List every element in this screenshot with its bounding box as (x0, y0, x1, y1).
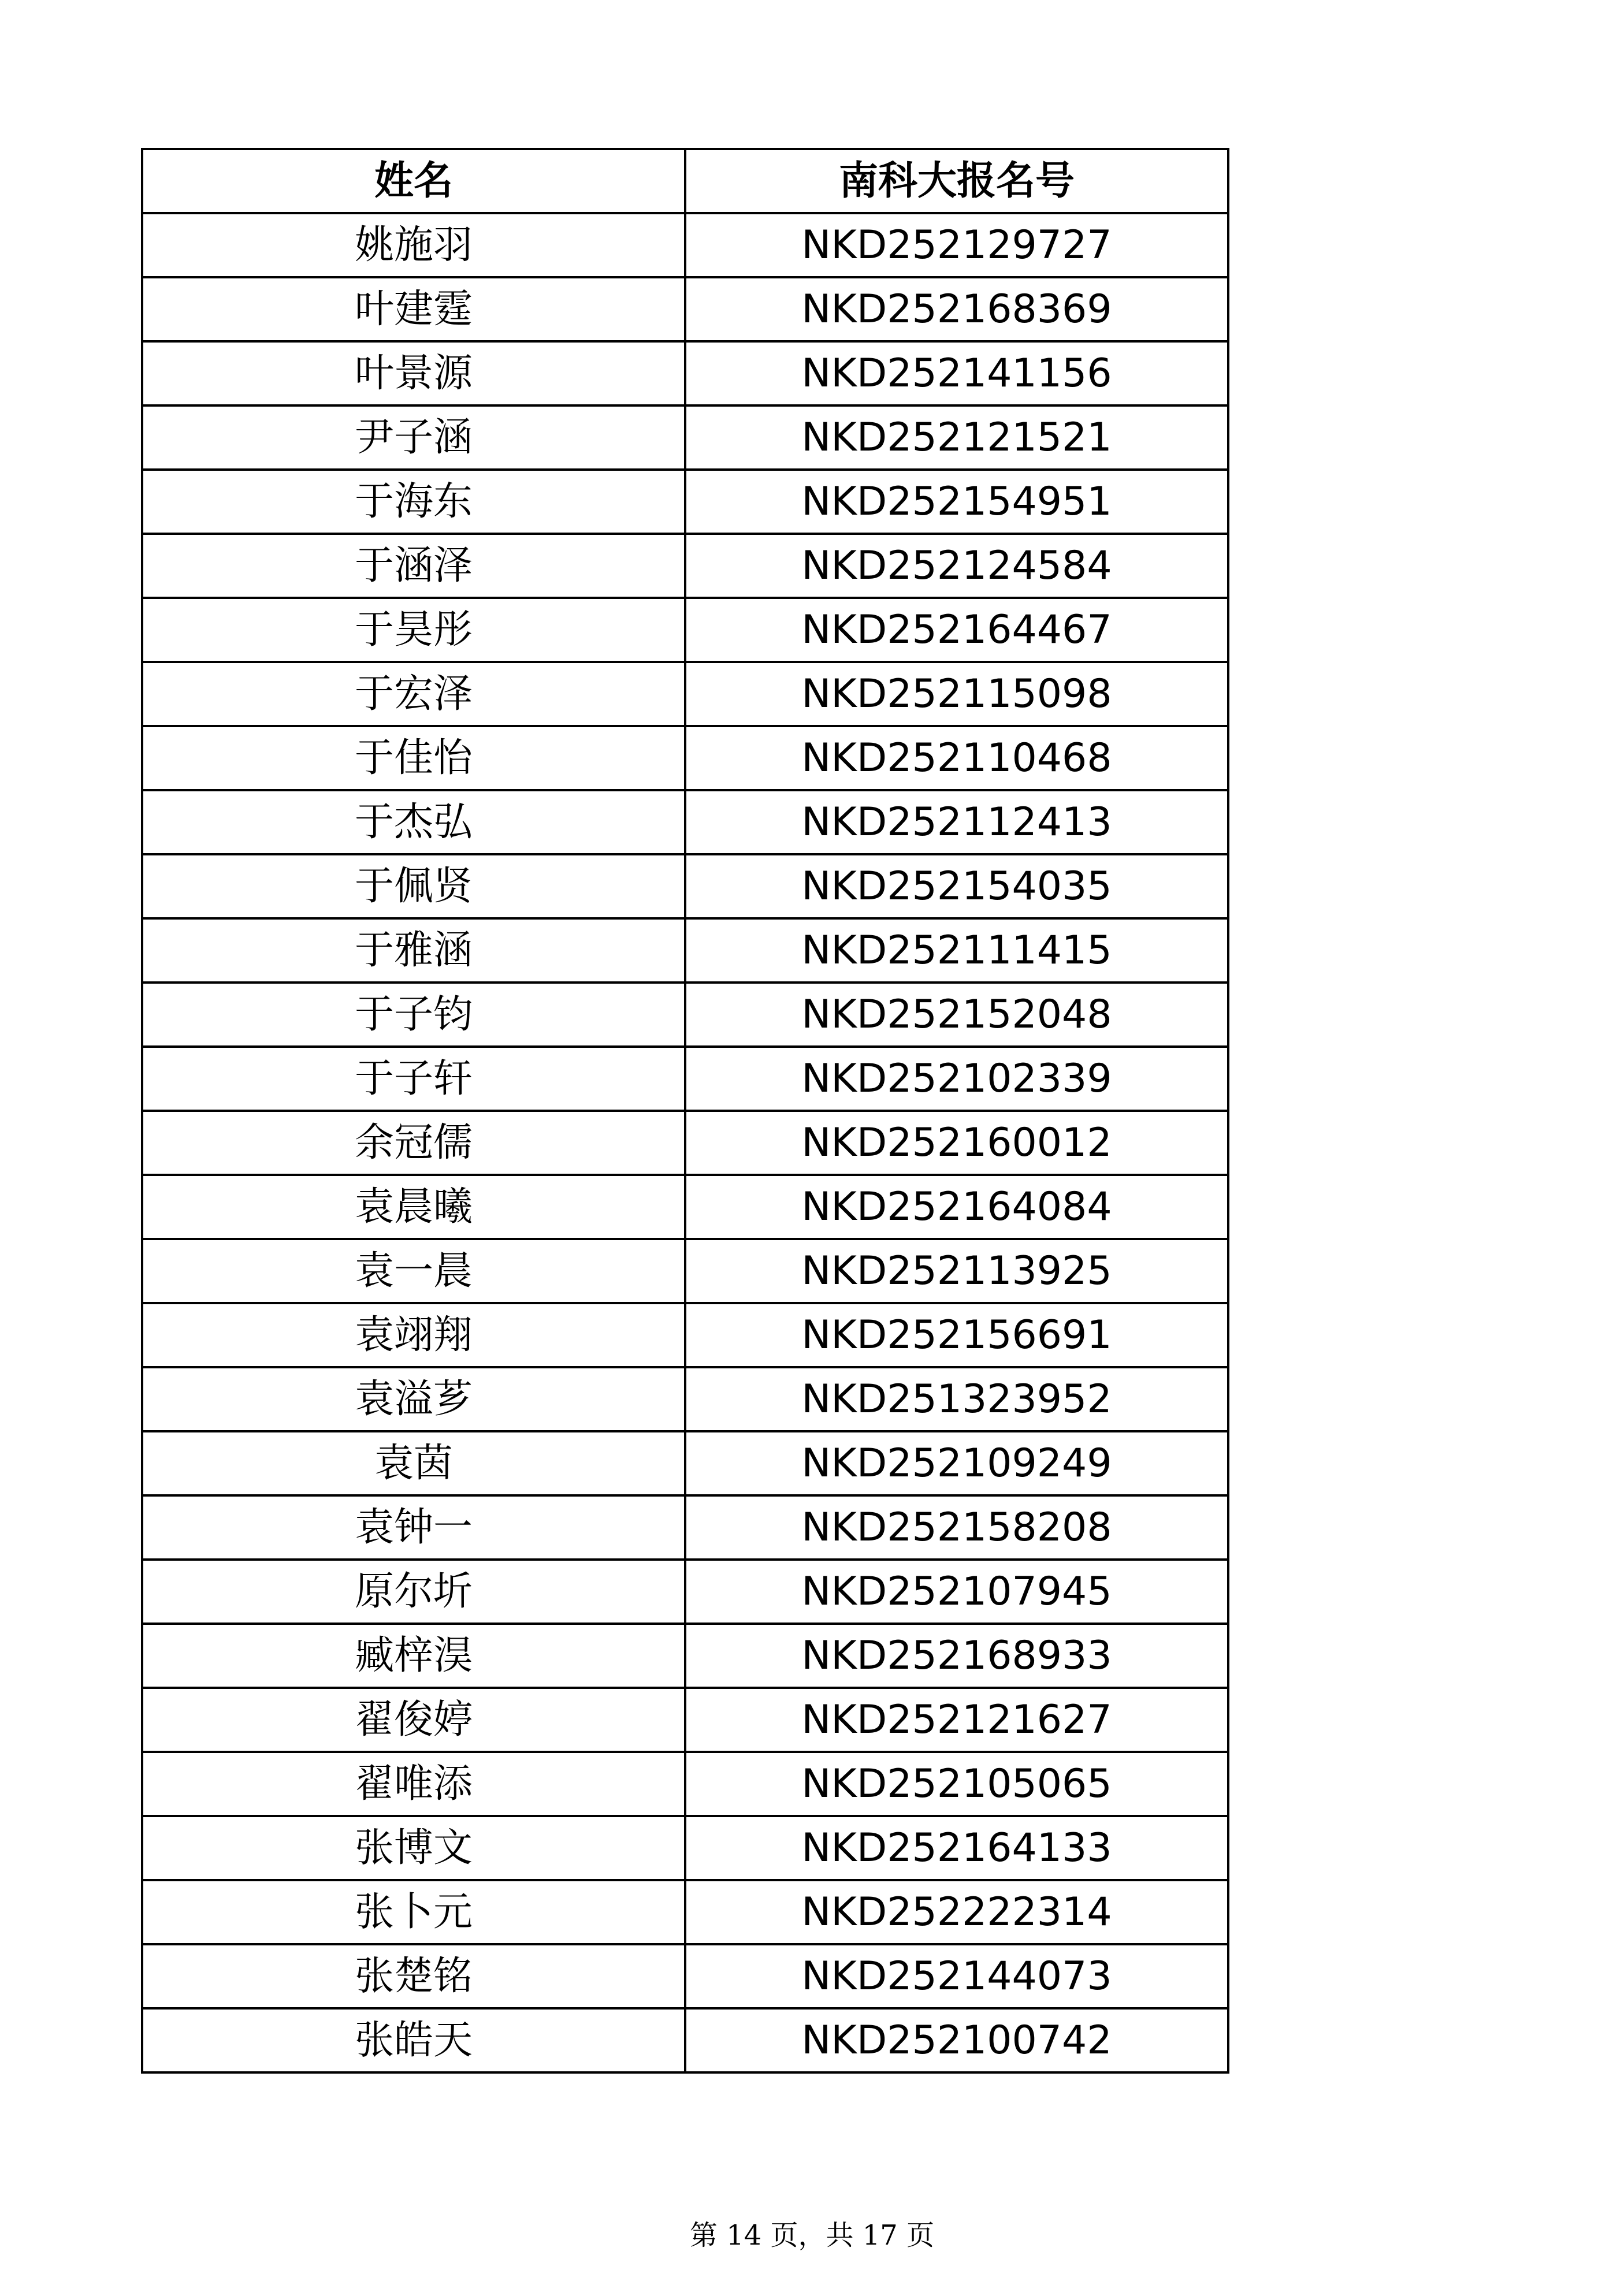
name-cell: 张皓天 (142, 2008, 685, 2072)
registration-number-cell: NKD252164084 (685, 1175, 1228, 1239)
registration-number-cell: NKD252111415 (685, 918, 1228, 983)
table-row (142, 1560, 1228, 1624)
registration-number-cell: NKD252154951 (685, 470, 1228, 534)
table-row (142, 1495, 1228, 1560)
name-cell: 尹子涵 (142, 405, 685, 470)
page-footer (0, 2218, 1624, 2253)
name-cell: 于昊彤 (142, 598, 685, 662)
registration-number-cell: NKD252105065 (685, 1752, 1228, 1816)
table-row (142, 1239, 1228, 1303)
table-row (142, 854, 1228, 918)
registration-number-cell: NKD252156691 (685, 1303, 1228, 1367)
registration-number-cell: NKD252154035 (685, 854, 1228, 918)
name-cell: 原尔圻 (142, 1560, 685, 1624)
table-row (142, 470, 1228, 534)
registration-number-cell: NKD252152048 (685, 983, 1228, 1047)
table-row (142, 918, 1228, 983)
table-row (142, 277, 1228, 341)
table-row (142, 1752, 1228, 1816)
name-cell: 袁茵 (142, 1431, 685, 1495)
registration-number-cell: NKD252109249 (685, 1431, 1228, 1495)
table-row (142, 598, 1228, 662)
table-row (142, 1944, 1228, 2008)
table-row (142, 1431, 1228, 1495)
registration-number-cell: NKD252100742 (685, 2008, 1228, 2072)
registration-number-cell: NKD251323952 (685, 1367, 1228, 1431)
name-cell: 张卜元 (142, 1880, 685, 1944)
table-row (142, 1175, 1228, 1239)
registration-number-cell: NKD252129727 (685, 213, 1228, 277)
name-cell: 张楚铭 (142, 1944, 685, 2008)
name-cell: 于雅涵 (142, 918, 685, 983)
registration-number-cell: NKD252168369 (685, 277, 1228, 341)
registration-number-cell: NKD252121521 (685, 405, 1228, 470)
name-cell: 张博文 (142, 1816, 685, 1880)
name-cell: 于佩贤 (142, 854, 685, 918)
table-row (142, 341, 1228, 405)
name-cell: 于涵泽 (142, 534, 685, 598)
table-row (142, 405, 1228, 470)
name-cell: 叶景源 (142, 341, 685, 405)
table-row (142, 1303, 1228, 1367)
name-cell: 叶建霆 (142, 277, 685, 341)
name-cell: 翟俊婷 (142, 1688, 685, 1752)
column-header-registration-number: 南科大报名号 (685, 149, 1228, 213)
table-row (142, 1047, 1228, 1111)
page-number-text: 第 14 页，共 17 页 (689, 2219, 935, 2252)
name-cell: 臧梓淏 (142, 1624, 685, 1688)
registration-number-cell: NKD252115098 (685, 662, 1228, 726)
table-header-row (142, 149, 1228, 213)
registration-number-cell: NKD252110468 (685, 726, 1228, 790)
registration-number-cell: NKD252102339 (685, 1047, 1228, 1111)
table-row (142, 534, 1228, 598)
registration-number-cell: NKD252160012 (685, 1111, 1228, 1175)
name-cell: 袁溢芗 (142, 1367, 685, 1431)
table-row (142, 1688, 1228, 1752)
table-row (142, 726, 1228, 790)
table-row (142, 2008, 1228, 2072)
registration-number-cell: NKD252124584 (685, 534, 1228, 598)
registration-number-cell: NKD252113925 (685, 1239, 1228, 1303)
registration-number-cell: NKD252168933 (685, 1624, 1228, 1688)
table-row (142, 1111, 1228, 1175)
registration-number-cell: NKD252222314 (685, 1880, 1228, 1944)
table-row (142, 790, 1228, 854)
registration-number-cell: NKD252121627 (685, 1688, 1228, 1752)
registration-number-cell: NKD252158208 (685, 1495, 1228, 1560)
registration-number-cell: NKD252164467 (685, 598, 1228, 662)
name-cell: 余冠儒 (142, 1111, 685, 1175)
column-header-name: 姓名 (142, 149, 685, 213)
name-cell: 于佳怡 (142, 726, 685, 790)
name-cell: 袁一晨 (142, 1239, 685, 1303)
applicant-table (141, 148, 1229, 2074)
name-cell: 袁翊翔 (142, 1303, 685, 1367)
registration-number-cell: NKD252144073 (685, 1944, 1228, 2008)
name-cell: 袁晨曦 (142, 1175, 685, 1239)
name-cell: 姚施羽 (142, 213, 685, 277)
name-cell: 袁钟一 (142, 1495, 685, 1560)
table-row (142, 1816, 1228, 1880)
name-cell: 于子钧 (142, 983, 685, 1047)
table-row (142, 1624, 1228, 1688)
registration-number-cell: NKD252141156 (685, 341, 1228, 405)
registration-number-cell: NKD252164133 (685, 1816, 1228, 1880)
name-cell: 于杰弘 (142, 790, 685, 854)
table-row (142, 662, 1228, 726)
table-row (142, 983, 1228, 1047)
name-cell: 翟唯添 (142, 1752, 685, 1816)
name-cell: 于子轩 (142, 1047, 685, 1111)
registration-number-cell: NKD252112413 (685, 790, 1228, 854)
table-row (142, 1367, 1228, 1431)
table-body (142, 213, 1228, 2072)
name-cell: 于海东 (142, 470, 685, 534)
name-cell: 于宏泽 (142, 662, 685, 726)
table-row (142, 1880, 1228, 1944)
registration-number-cell: NKD252107945 (685, 1560, 1228, 1624)
table-row (142, 213, 1228, 277)
